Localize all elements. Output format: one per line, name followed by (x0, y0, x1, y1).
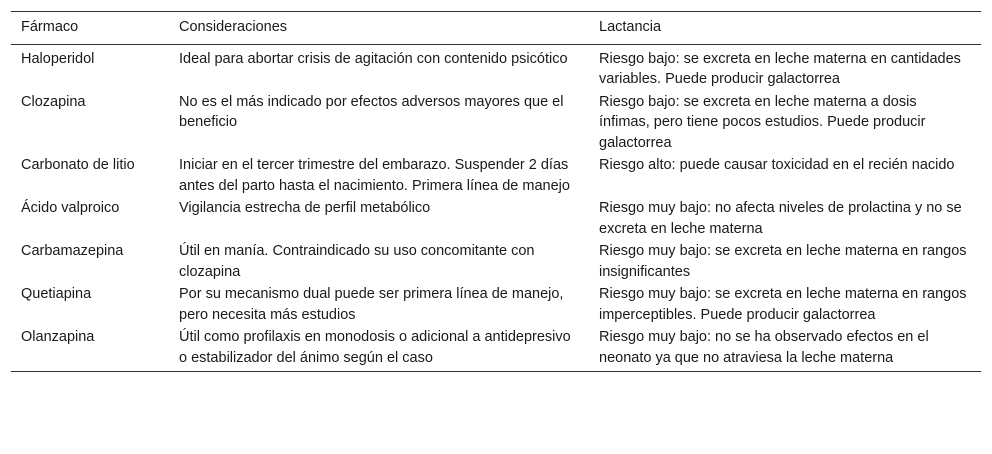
drug-table (11, 11, 981, 372)
table-row (11, 197, 981, 240)
cell-considerations: Por su mecanismo dual puede ser primera línea de manejo, pero necesita más estudios (179, 286, 564, 323)
cell-drug: Haloperidol (21, 50, 95, 67)
cell-drug: Carbamazepina (21, 243, 124, 259)
header-lactation: Lactancia (599, 19, 662, 35)
cell-considerations: Vigilancia estrecha de perfil metabólico (179, 200, 431, 216)
cell-drug: Quetiapina (21, 286, 92, 302)
cell-considerations: No es el más indicado por efectos adversos mayores que el beneficio (179, 93, 564, 130)
cell-lactation: Riesgo muy bajo: se excreta en leche materna en rangos imperceptibles. Puede producir galactorrea (599, 286, 967, 323)
cell-considerations: Útil en manía. Contraindicado su uso concomitante con clozapina (179, 243, 535, 280)
cell-lactation: Riesgo bajo: se excreta en leche materna a dosis ínfimas, pero tiene pocos estudios. Puede producir galactorrea (599, 93, 926, 151)
table-row (11, 44, 981, 91)
cell-considerations: Útil como profilaxis en monodosis o adicional a antidepresivo o estabilizador del ánimo según el caso (179, 329, 571, 366)
drug-table-container (11, 11, 981, 372)
cell-considerations: Ideal para abortar crisis de agitación con contenido psicótico (179, 50, 568, 67)
table-header (11, 12, 981, 45)
header-considerations: Consideraciones (179, 19, 288, 35)
cell-drug: Olanzapina (21, 329, 95, 345)
table-row (11, 91, 981, 155)
cell-lactation: Riesgo muy bajo: se excreta en leche materna en rangos insignificantes (599, 243, 967, 280)
table-row (11, 326, 981, 372)
header-row (11, 12, 981, 45)
cell-considerations: Iniciar en el tercer trimestre del embarazo. Suspender 2 días antes del parto hasta el nacimiento. Primera línea de manejo (179, 157, 570, 194)
cell-drug: Ácido valproico (21, 200, 120, 216)
table-body (11, 44, 981, 372)
table-row (11, 240, 981, 283)
table-row (11, 154, 981, 197)
cell-lactation: Riesgo muy bajo: no se ha observado efectos en el neonato ya que no atraviesa la leche materna (599, 329, 929, 366)
header-drug: Fármaco (21, 19, 79, 35)
cell-drug: Carbonato de litio (21, 157, 135, 173)
table-row (11, 283, 981, 326)
cell-lactation: Riesgo bajo: se excreta en leche materna en cantidades variables. Puede producir galactorrea (599, 50, 961, 87)
cell-drug: Clozapina (21, 93, 86, 110)
cell-lactation: Riesgo muy bajo: no afecta niveles de prolactina y no se excreta en leche materna (599, 200, 962, 237)
cell-lactation: Riesgo alto: puede causar toxicidad en el recién nacido (599, 157, 955, 173)
